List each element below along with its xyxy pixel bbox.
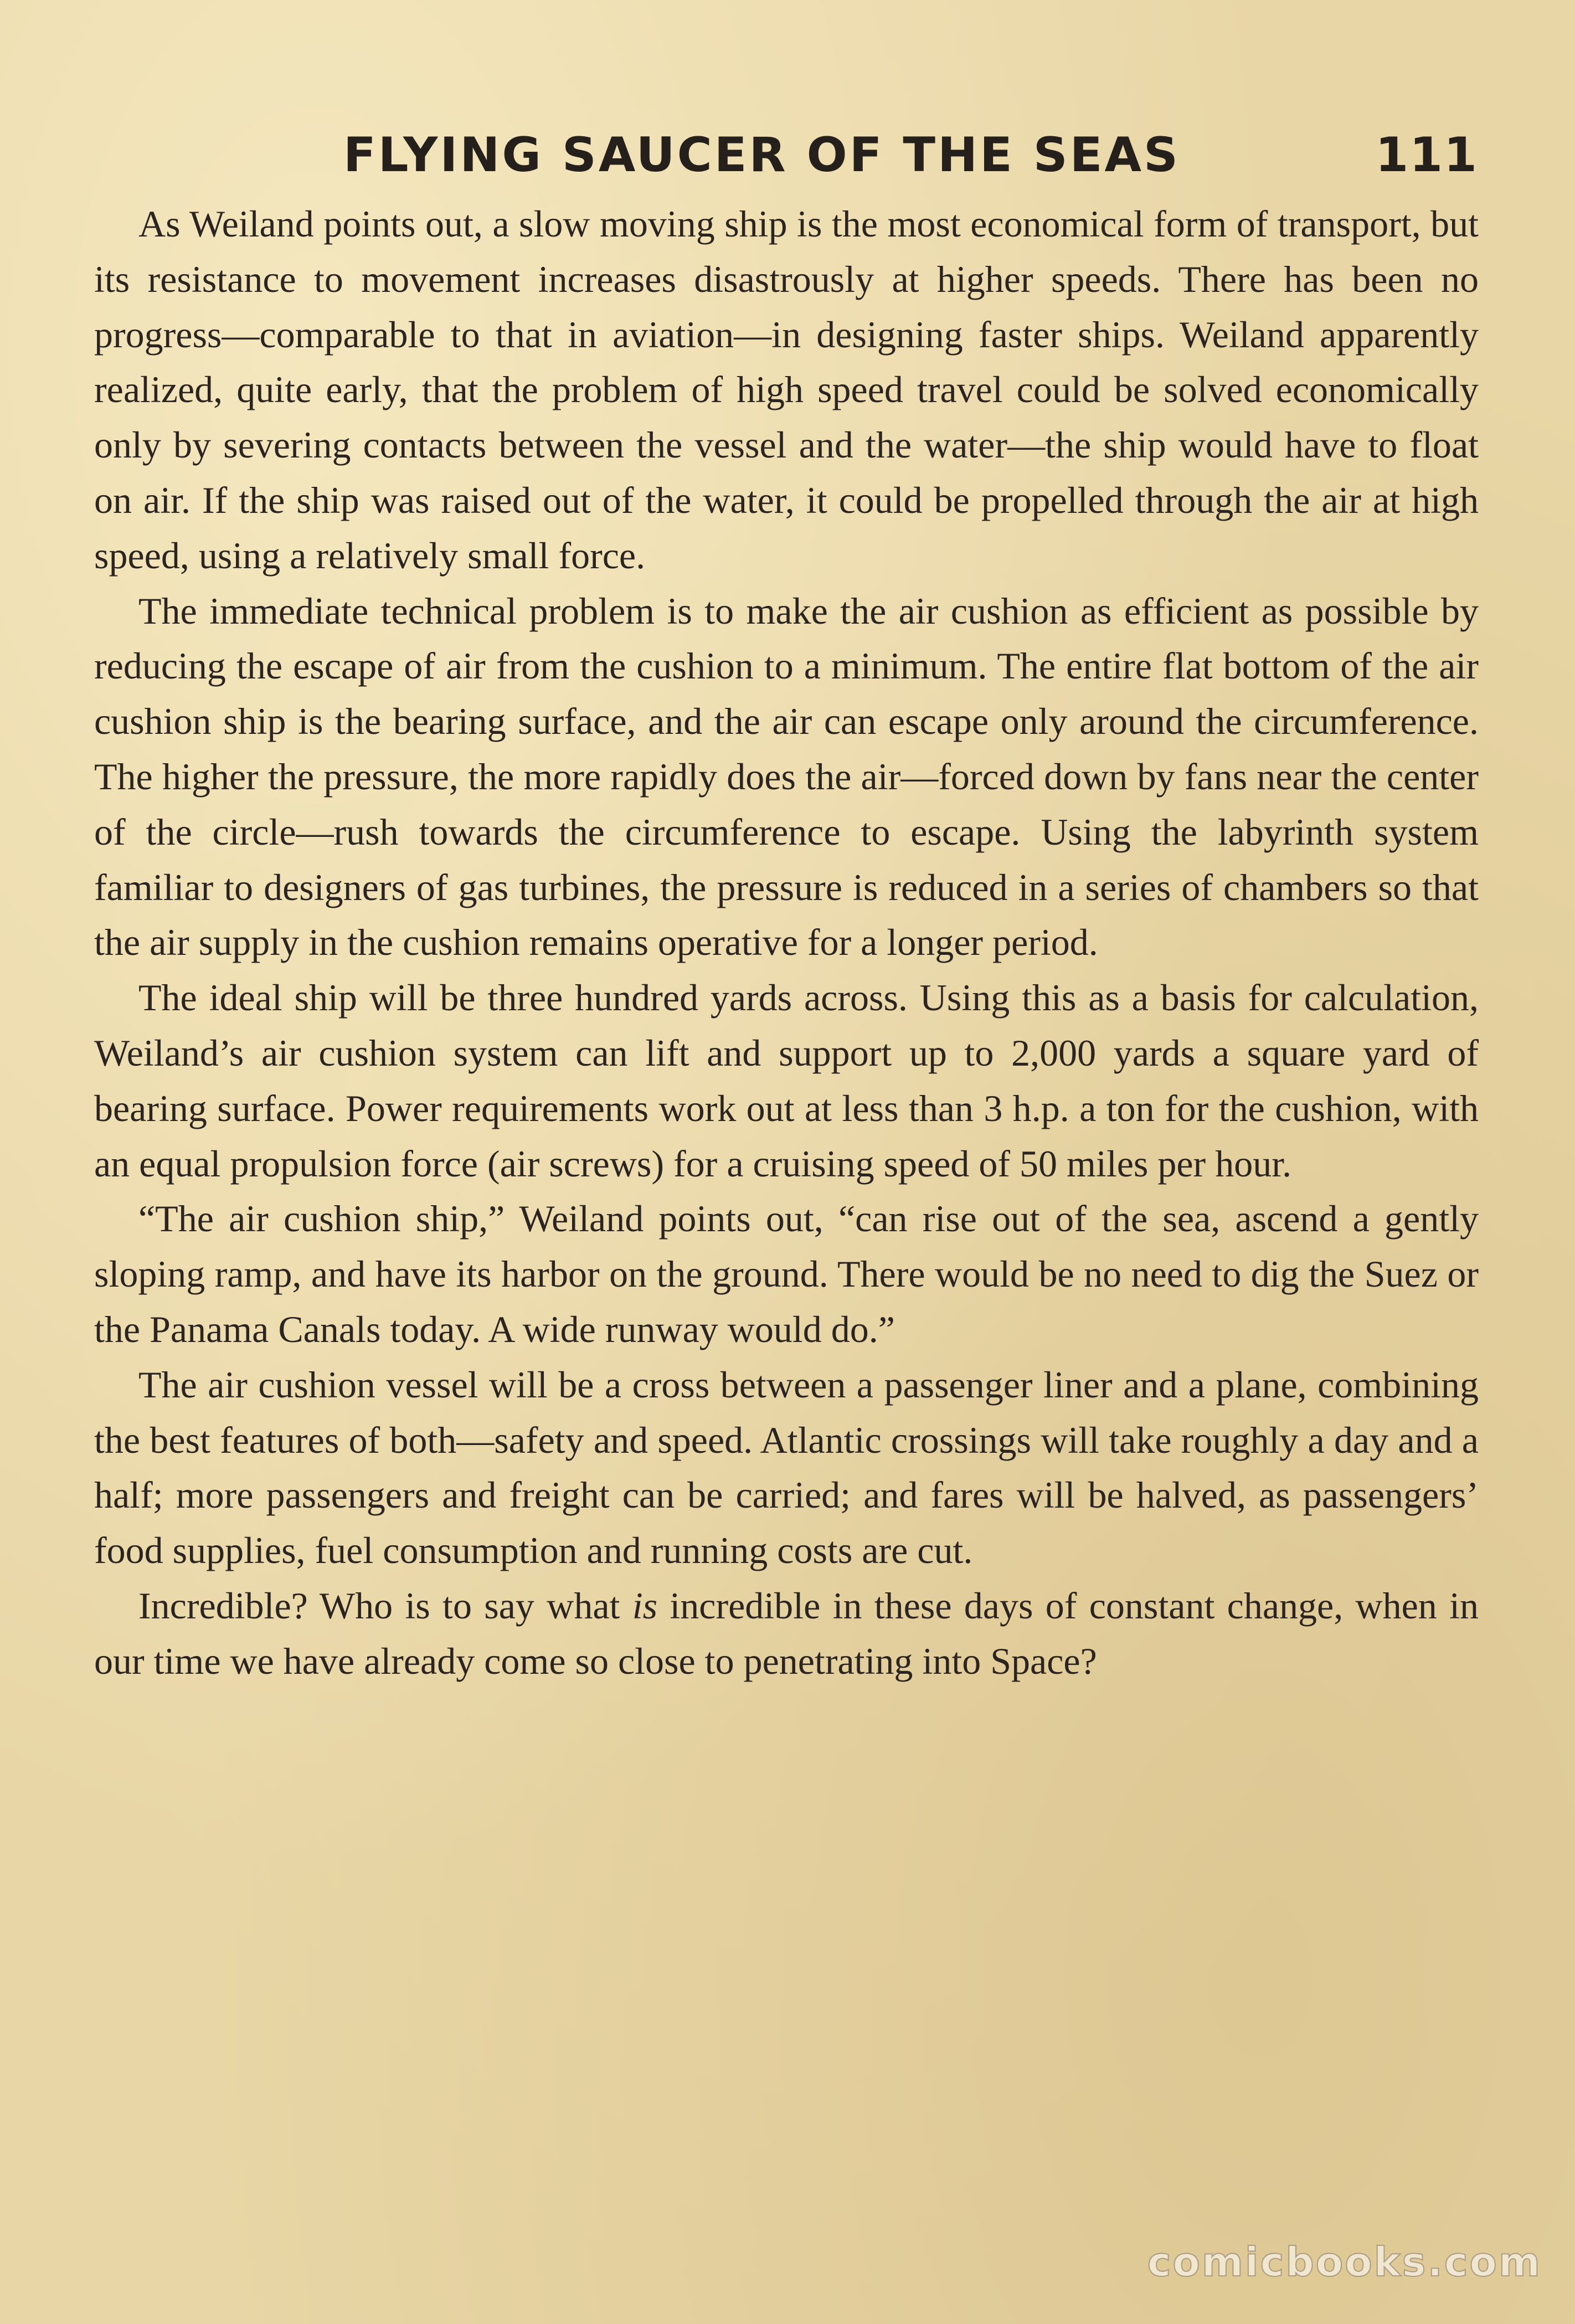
paragraph: The air cushion vessel will be a cross between a passenger liner and a plane, combining the best features of both—safety and speed. Atlantic crossings will take roughly a day and a half; more passengers and freight can be carried; and fares will be halved, as passengers’ food supplies, fuel consumption and running costs are cut. — [94, 1363, 1479, 1572]
final-paragraph-end: incredible in these days of constant change, when in our time we have already come so close to penetrating into Space? — [94, 1584, 1479, 1682]
final-paragraph-start: Incredible? Who is to say what — [138, 1584, 632, 1627]
running-head-title: FLYING SAUCER OF THE SEAS — [343, 127, 1180, 183]
running-head — [94, 122, 1478, 188]
paragraph: As Weiland points out, a slow moving ship is the most economical form of transport, but its resistance to movement increases disastrously at higher speeds. There has been no progress—comparable to that in aviation—in designing faster ships. Weiland apparently realized, quite early, that the problem of high speed travel could be solved economically only by severing contacts between the vessel and the water—the ship would have to float on air. If the ship was raised out of the water, it could be propelled through the air at high speed, using a relatively small force. — [94, 203, 1479, 577]
paragraph: “The air cushion ship,” Weiland points out, “can rise out of the sea, ascend a gently sloping ramp, and have its harbor on the ground. There would be no need to dig the Suez or the Panama Canals today. A wide runway would do.” — [94, 1197, 1479, 1350]
paragraph: The ideal ship will be three hundred yards across. Using this as a basis for calculation, Weiland’s air cushion system can lift and support up to 2,000 yards a square yard of bearing surface. Power requirements work out at less than 3 h.p. a ton for the cushion, with an equal propulsion force (air screws) for a cruising speed of 50 miles per hour. — [94, 976, 1479, 1185]
page-number: 111 — [1375, 127, 1478, 183]
article-body — [94, 197, 1479, 1689]
watermark: comicbooks.com — [1147, 2239, 1542, 2285]
final-paragraph — [94, 1579, 1479, 1689]
paragraph: The immediate technical problem is to make the air cushion as efficient as possible by reducing the escape of air from the cushion to a minimum. The entire flat bottom of the air cushion ship is the bearing surface, and the air can escape only around the circumference. The higher the pressure, the more rapidly does the air—forced down by fans near the center of the circle—rush towards the circumference to escape. Using the labyrinth system familiar to designers of gas turbines, the pressure is reduced in a series of chambers so that the air supply in the cushion remains operative for a longer period. — [94, 589, 1479, 964]
final-paragraph-emphasis: is — [632, 1584, 658, 1627]
